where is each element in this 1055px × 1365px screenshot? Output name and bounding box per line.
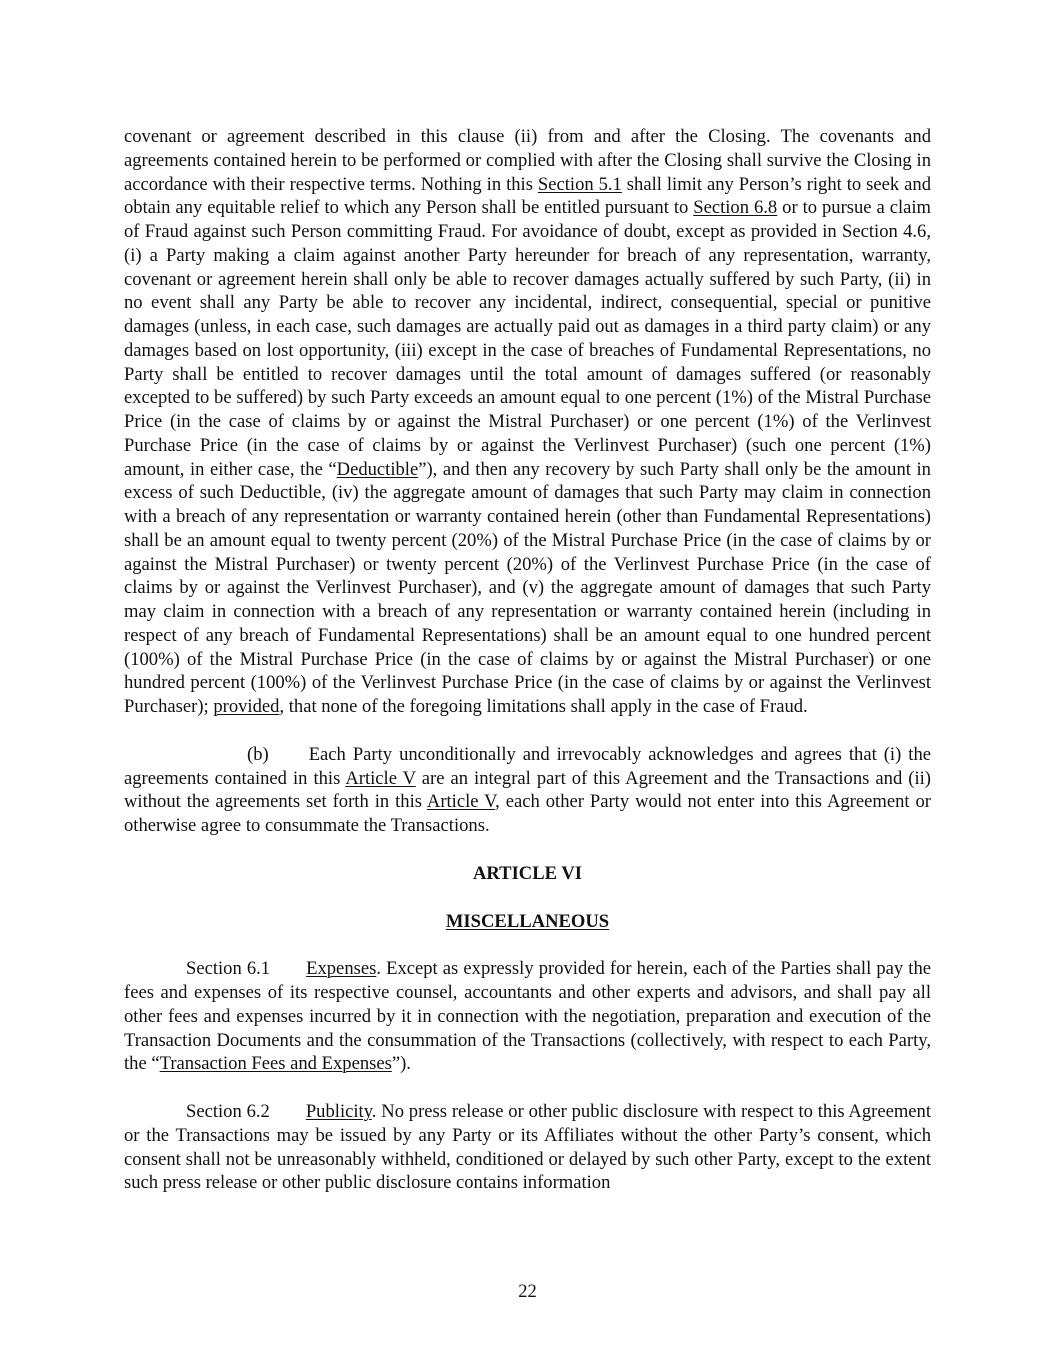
- defined-term-transaction-fees: Transaction Fees and Expenses: [159, 1053, 392, 1075]
- paragraph-text: , each other Party would not enter into this Agreement or otherwise agree to consummate the Transactions.: [124, 791, 931, 836]
- paragraph-spacing: [124, 886, 931, 910]
- cross-reference-section-5-1: Section 5.1: [537, 173, 622, 195]
- paragraph-spacing: [124, 838, 931, 862]
- paragraph-limitations: [124, 125, 931, 719]
- paragraph-spacing: [124, 719, 931, 743]
- document-page: [124, 125, 931, 1195]
- clause-label: (b): [247, 743, 269, 765]
- cross-reference-article-v: Article V: [345, 767, 416, 789]
- section-number: Section 6.2: [186, 1101, 270, 1122]
- section-title-publicity: Publicity: [305, 1101, 372, 1122]
- proviso-term: provided: [213, 696, 280, 717]
- cross-reference-article-v: Article V: [426, 791, 496, 813]
- paragraph-text: ”).: [391, 1053, 411, 1075]
- paragraph-text: , that none of the foregoing limitations shall apply in the case of Fraud.: [279, 696, 808, 717]
- paragraph-text: covenant or agreement described in this clause (ii) from and after the Closing. The covenants and agreements contained herein to be performed or complied with after the Closing shall survive the Closing in accordance with their respective terms. Nothing in this: [124, 126, 931, 195]
- section-6-2: [124, 1100, 931, 1195]
- paragraph-text: ”), and then any recovery by such Party shall only be the amount in excess of such Deductible, (iv) the aggregate amount of damages that such Party may claim in connection with a breach of any representation or warranty contained herein (other than Fundamental Representations) shall be an amount equal to twenty percent (20%) of the Mistral Purchase Price (in the case of claims by or against the Mistral Purchaser) or twenty percent (20%) of the Verlinvest Purchase Price (in the case of claims by or against the Verlinvest Purchaser), and (v) the aggregate amount of damages that such Party may claim in connection with a breach of any representation or warranty contained herein (including in respect of any breach of Fundamental Representations) shall be an amount equal to one hundred percent (100%) of the Mistral Purchase Price (in the case of claims by or against the Mistral Purchaser) or one hundred percent (100%) of the Verlinvest Purchase Price (in the case of claims by or against the Verlinvest Purchaser);: [124, 458, 931, 717]
- paragraph-text: or to pursue a claim of Fraud against such Person committing Fraud. For avoidance of doubt, except as provided in Section 4.6, (i) a Party making a claim against another Party hereunder for breach of any representation, warranty, covenant or agreement herein shall only be able to recover damages actually suffered by such Party, (ii) in no event shall any Party be able to recover any incidental, indirect, consequential, special or punitive damages (unless, in each case, such damages are actually paid out as damages in a third party claim) or any damages based on lost opportunity, (iii) except in the case of breaches of Fundamental Representations, no Party shall be entitled to recover damages until the total amount of damages suffered (or reasonably excepted to be suffered) by such Party exceeds an amount equal to one percent (1%) of the Mistral Purchase Price (in the case of claims by or against the Mistral Purchaser) or one percent (1%) of the Verlinvest Purchase Price (in the case of claims by or against the Verlinvest Purchaser) (such one percent (1%) amount, in either case, the “: [124, 197, 931, 480]
- paragraph-text: . Except as expressly provided for herein, each of the Parties shall pay the fees and expenses of its respective counsel, accountants and other experts and advisors, and shall pay all other fees and expenses incurred by it in connection with the negotiation, preparation and execution of the Transaction Documents and the consummation of the Transactions (collectively, with respect to each Party, the “: [124, 958, 931, 1075]
- article-title-row: [124, 910, 931, 934]
- paragraph-text: . No press release or other public disclosure with respect to this Agreement or the Transactions may be issued by any Party or its Affiliates without the other Party’s consent, which consent shall not be unreasonably withheld, conditioned or delayed by such other Party, except to the extent such press release or other public disclosure contains information: [124, 1101, 931, 1194]
- section-number: Section 6.1: [186, 958, 271, 980]
- defined-term-deductible: Deductible: [336, 458, 419, 480]
- paragraph-acknowledgement: [124, 743, 931, 838]
- paragraph-spacing: [124, 933, 931, 957]
- cross-reference-section-6-8: Section 6.8: [693, 197, 778, 219]
- paragraph-text: Each Party unconditionally and irrevocably acknowledges and agrees that (i) the agreements contained in this: [124, 743, 931, 789]
- article-number: ARTICLE VI: [472, 862, 583, 884]
- paragraph-text: are an integral part of this Agreement and the Transactions and (ii) without the agreements set forth in this: [124, 767, 931, 813]
- section-title-expenses: Expenses: [306, 958, 377, 980]
- article-title: MISCELLANEOUS: [445, 910, 610, 932]
- section-6-1: [124, 957, 931, 1076]
- page-number: 22: [518, 1281, 537, 1302]
- paragraph-spacing: [124, 1076, 931, 1100]
- paragraph-text: shall limit any Person’s right to seek and obtain any equitable relief to which any Person shall be entitled pursuant to: [124, 173, 931, 219]
